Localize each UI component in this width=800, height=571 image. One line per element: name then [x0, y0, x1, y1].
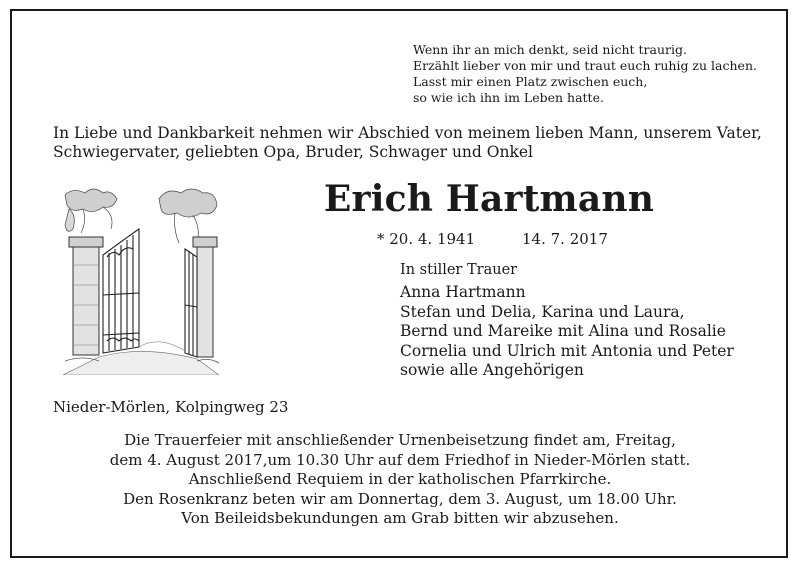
- poem-line: Lasst mir einen Platz zwischen euch,: [413, 74, 648, 89]
- mourner-line: Stefan und Delia, Karina und Laura,: [400, 302, 685, 321]
- deceased-name: Erich Hartmann: [323, 178, 655, 220]
- intro-text: [53, 124, 762, 162]
- poem-line: Wenn ihr an mich denkt, seid nicht traurig.: [413, 42, 687, 57]
- funeral-details: [0, 431, 800, 529]
- poem-line: so wie ich ihn im Leben hatte.: [413, 90, 604, 105]
- funeral-line: Den Rosenkranz beten wir am Donnertag, dem 3. August, um 18.00 Uhr.: [123, 489, 677, 508]
- funeral-line: Von Beileidsbekundungen am Grab bitten wir abzusehen.: [181, 509, 619, 527]
- intro-line: Schwiegervater, geliebten Opa, Bruder, Schwager und Onkel: [53, 143, 533, 161]
- mourner-line: Anna Hartmann: [400, 283, 526, 301]
- death-date: 14. 7. 2017: [522, 230, 608, 248]
- mourner-list: [400, 283, 734, 381]
- funeral-line: Die Trauerfeier mit anschließender Urnenbeisetzung findet am, Freitag,: [124, 431, 676, 449]
- mourning-signoff: In stiller Trauer: [400, 262, 518, 278]
- mourner-line: Bernd und Mareike mit Alina und Rosalie: [400, 322, 726, 340]
- intro-line: In Liebe und Dankbarkeit nehmen wir Abschied von meinem lieben Mann, unserem Vater,: [53, 124, 762, 142]
- mourner-line: Cornelia und Ulrich mit Antonia und Peter: [400, 341, 734, 360]
- birth-date: * 20. 4. 1941: [377, 230, 476, 248]
- funeral-line: dem 4. August 2017,um 10.30 Uhr auf dem Friedhof in Nieder-Mörlen statt.: [109, 450, 691, 469]
- poem: [413, 42, 757, 106]
- poem-line: Erzählt lieber von mir und traut euch ruhig zu lachen.: [413, 58, 757, 73]
- funeral-line: Anschließend Requiem in der katholischen Pfarrkirche.: [188, 470, 612, 488]
- address: Nieder-Mörlen, Kolpingweg 23: [53, 398, 289, 416]
- mourner-line: sowie alle Angehörigen: [400, 361, 584, 379]
